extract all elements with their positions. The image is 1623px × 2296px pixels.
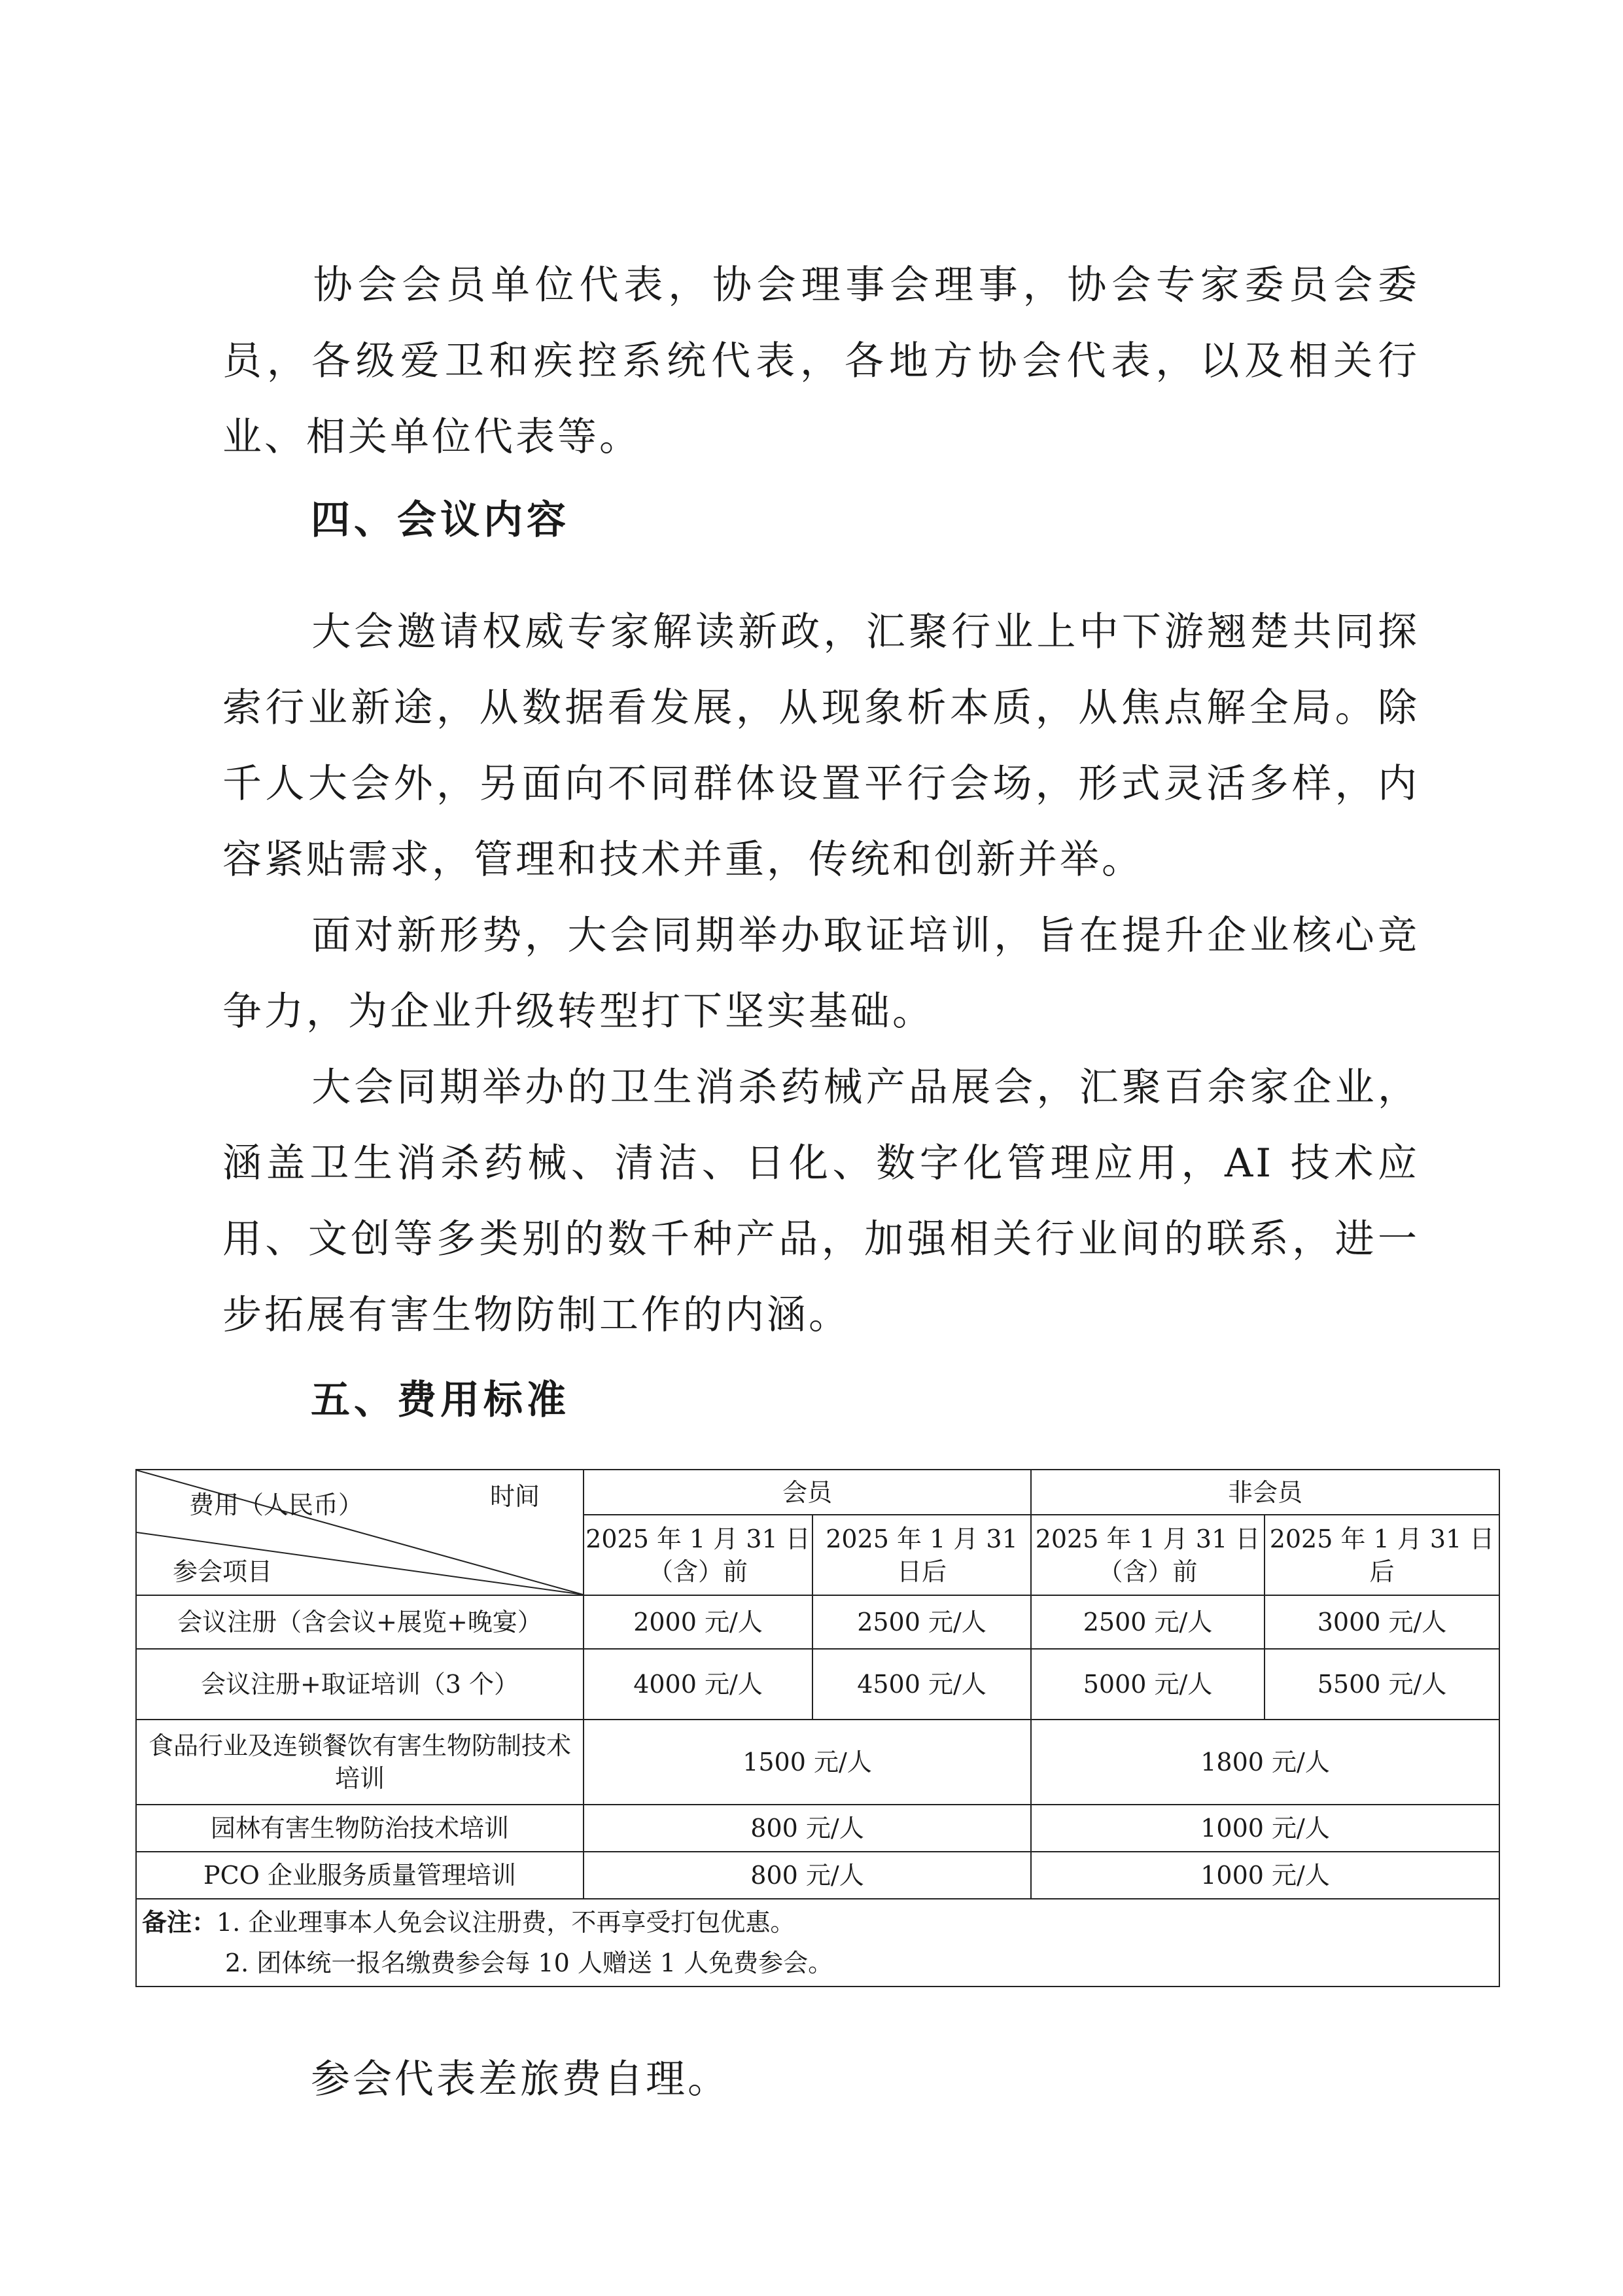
- section-4-heading: 四、会议内容: [311, 497, 570, 543]
- remark-2: 2. 团体统一报名缴费参会每 10 人赠送 1 人免费参会。: [225, 1949, 833, 1977]
- non-member-before-price: 2500 元/人: [1031, 1595, 1265, 1649]
- content-paragraph-1: 大会邀请权威专家解读新政，汇聚行业上中下游翘楚共同探索行业新途，从数据看发展，从现象析本质，从焦点解全局。除千人大会外，另面向不同群体设置平行会场，形式灵活多样，内容紧贴需求，管理和技术并重，传统和创新并举。: [222, 609, 1420, 883]
- member-before-price: 2000 元/人: [584, 1595, 812, 1649]
- remarks-label: 备注：: [142, 1907, 217, 1937]
- member-price: 800 元/人: [584, 1852, 1031, 1899]
- row-item: 园林有害生物防治技术培训: [136, 1805, 584, 1852]
- fee-table: [135, 1469, 1500, 1987]
- member-price: 800 元/人: [584, 1805, 1031, 1852]
- section-5-heading: 五、费用标准: [311, 1377, 570, 1423]
- row-item: PCO 企业服务质量管理培训: [136, 1852, 584, 1899]
- diagonal-header-cell: [136, 1470, 584, 1595]
- remarks-cell: [136, 1899, 1499, 1987]
- row-item: 会议注册+取证培训（3 个）: [136, 1649, 584, 1720]
- content-paragraph-2: 面对新形势，大会同期举办取证培训，旨在提升企业核心竞争力，为企业升级转型打下坚实基础。: [222, 913, 1420, 1034]
- non-member-price: 1000 元/人: [1031, 1852, 1499, 1899]
- non-member-after-price: 5500 元/人: [1265, 1649, 1499, 1720]
- remark-1: 1. 企业理事本人免会议注册费，不再享受打包优惠。: [217, 1908, 795, 1937]
- non-member-header: 非会员: [1031, 1470, 1499, 1515]
- diag-time-label: 时间: [490, 1482, 540, 1511]
- non-member-price: 1000 元/人: [1031, 1805, 1499, 1852]
- content-paragraph-3: 大会同期举办的卫生消杀药械产品展会，汇聚百余家企业，涵盖卫生消杀药械、清洁、日化、数字化管理应用，AI 技术应用、文创等多类别的数千种产品，加强相关行业间的联系，进一步拓展有害生物防制工作的内涵。: [222, 1065, 1420, 1338]
- table-header-row: [136, 1470, 1499, 1515]
- non-member-after-price: 3000 元/人: [1265, 1595, 1499, 1649]
- member-before-header: 2025 年 1 月 31 日（含）前: [584, 1515, 812, 1595]
- member-price: 1500 元/人: [584, 1720, 1031, 1805]
- travel-paragraph: 参会代表差旅费自理。: [311, 2057, 729, 2102]
- member-header: 会员: [584, 1470, 1031, 1515]
- table-row: [136, 1649, 1499, 1720]
- table-row: [136, 1852, 1499, 1899]
- non-member-before-header: 2025 年 1 月 31 日（含）前: [1031, 1515, 1265, 1595]
- member-after-price: 2500 元/人: [812, 1595, 1031, 1649]
- diag-fee-label: 费用（人民币）: [189, 1491, 364, 1519]
- non-member-after-header: 2025 年 1 月 31 日后: [1265, 1515, 1499, 1595]
- table-row: [136, 1720, 1499, 1805]
- diag-item-label: 参会项目: [173, 1557, 273, 1586]
- row-item: 食品行业及连锁餐饮有害生物防制技术培训: [136, 1720, 584, 1805]
- member-after-header: 2025 年 1 月 31 日后: [812, 1515, 1031, 1595]
- remarks-row: [136, 1899, 1499, 1987]
- row-item: 会议注册（含会议+展览+晚宴）: [136, 1595, 584, 1649]
- non-member-before-price: 5000 元/人: [1031, 1649, 1265, 1720]
- non-member-price: 1800 元/人: [1031, 1720, 1499, 1805]
- attendees-paragraph: 协会会员单位代表，协会理事会理事，协会专家委员会委员，各级爱卫和疾控系统代表，各地方协会代表，以及相关行业、相关单位代表等。: [222, 262, 1420, 460]
- member-after-price: 4500 元/人: [812, 1649, 1031, 1720]
- member-before-price: 4000 元/人: [584, 1649, 812, 1720]
- table-row: [136, 1805, 1499, 1852]
- table-row: [136, 1595, 1499, 1649]
